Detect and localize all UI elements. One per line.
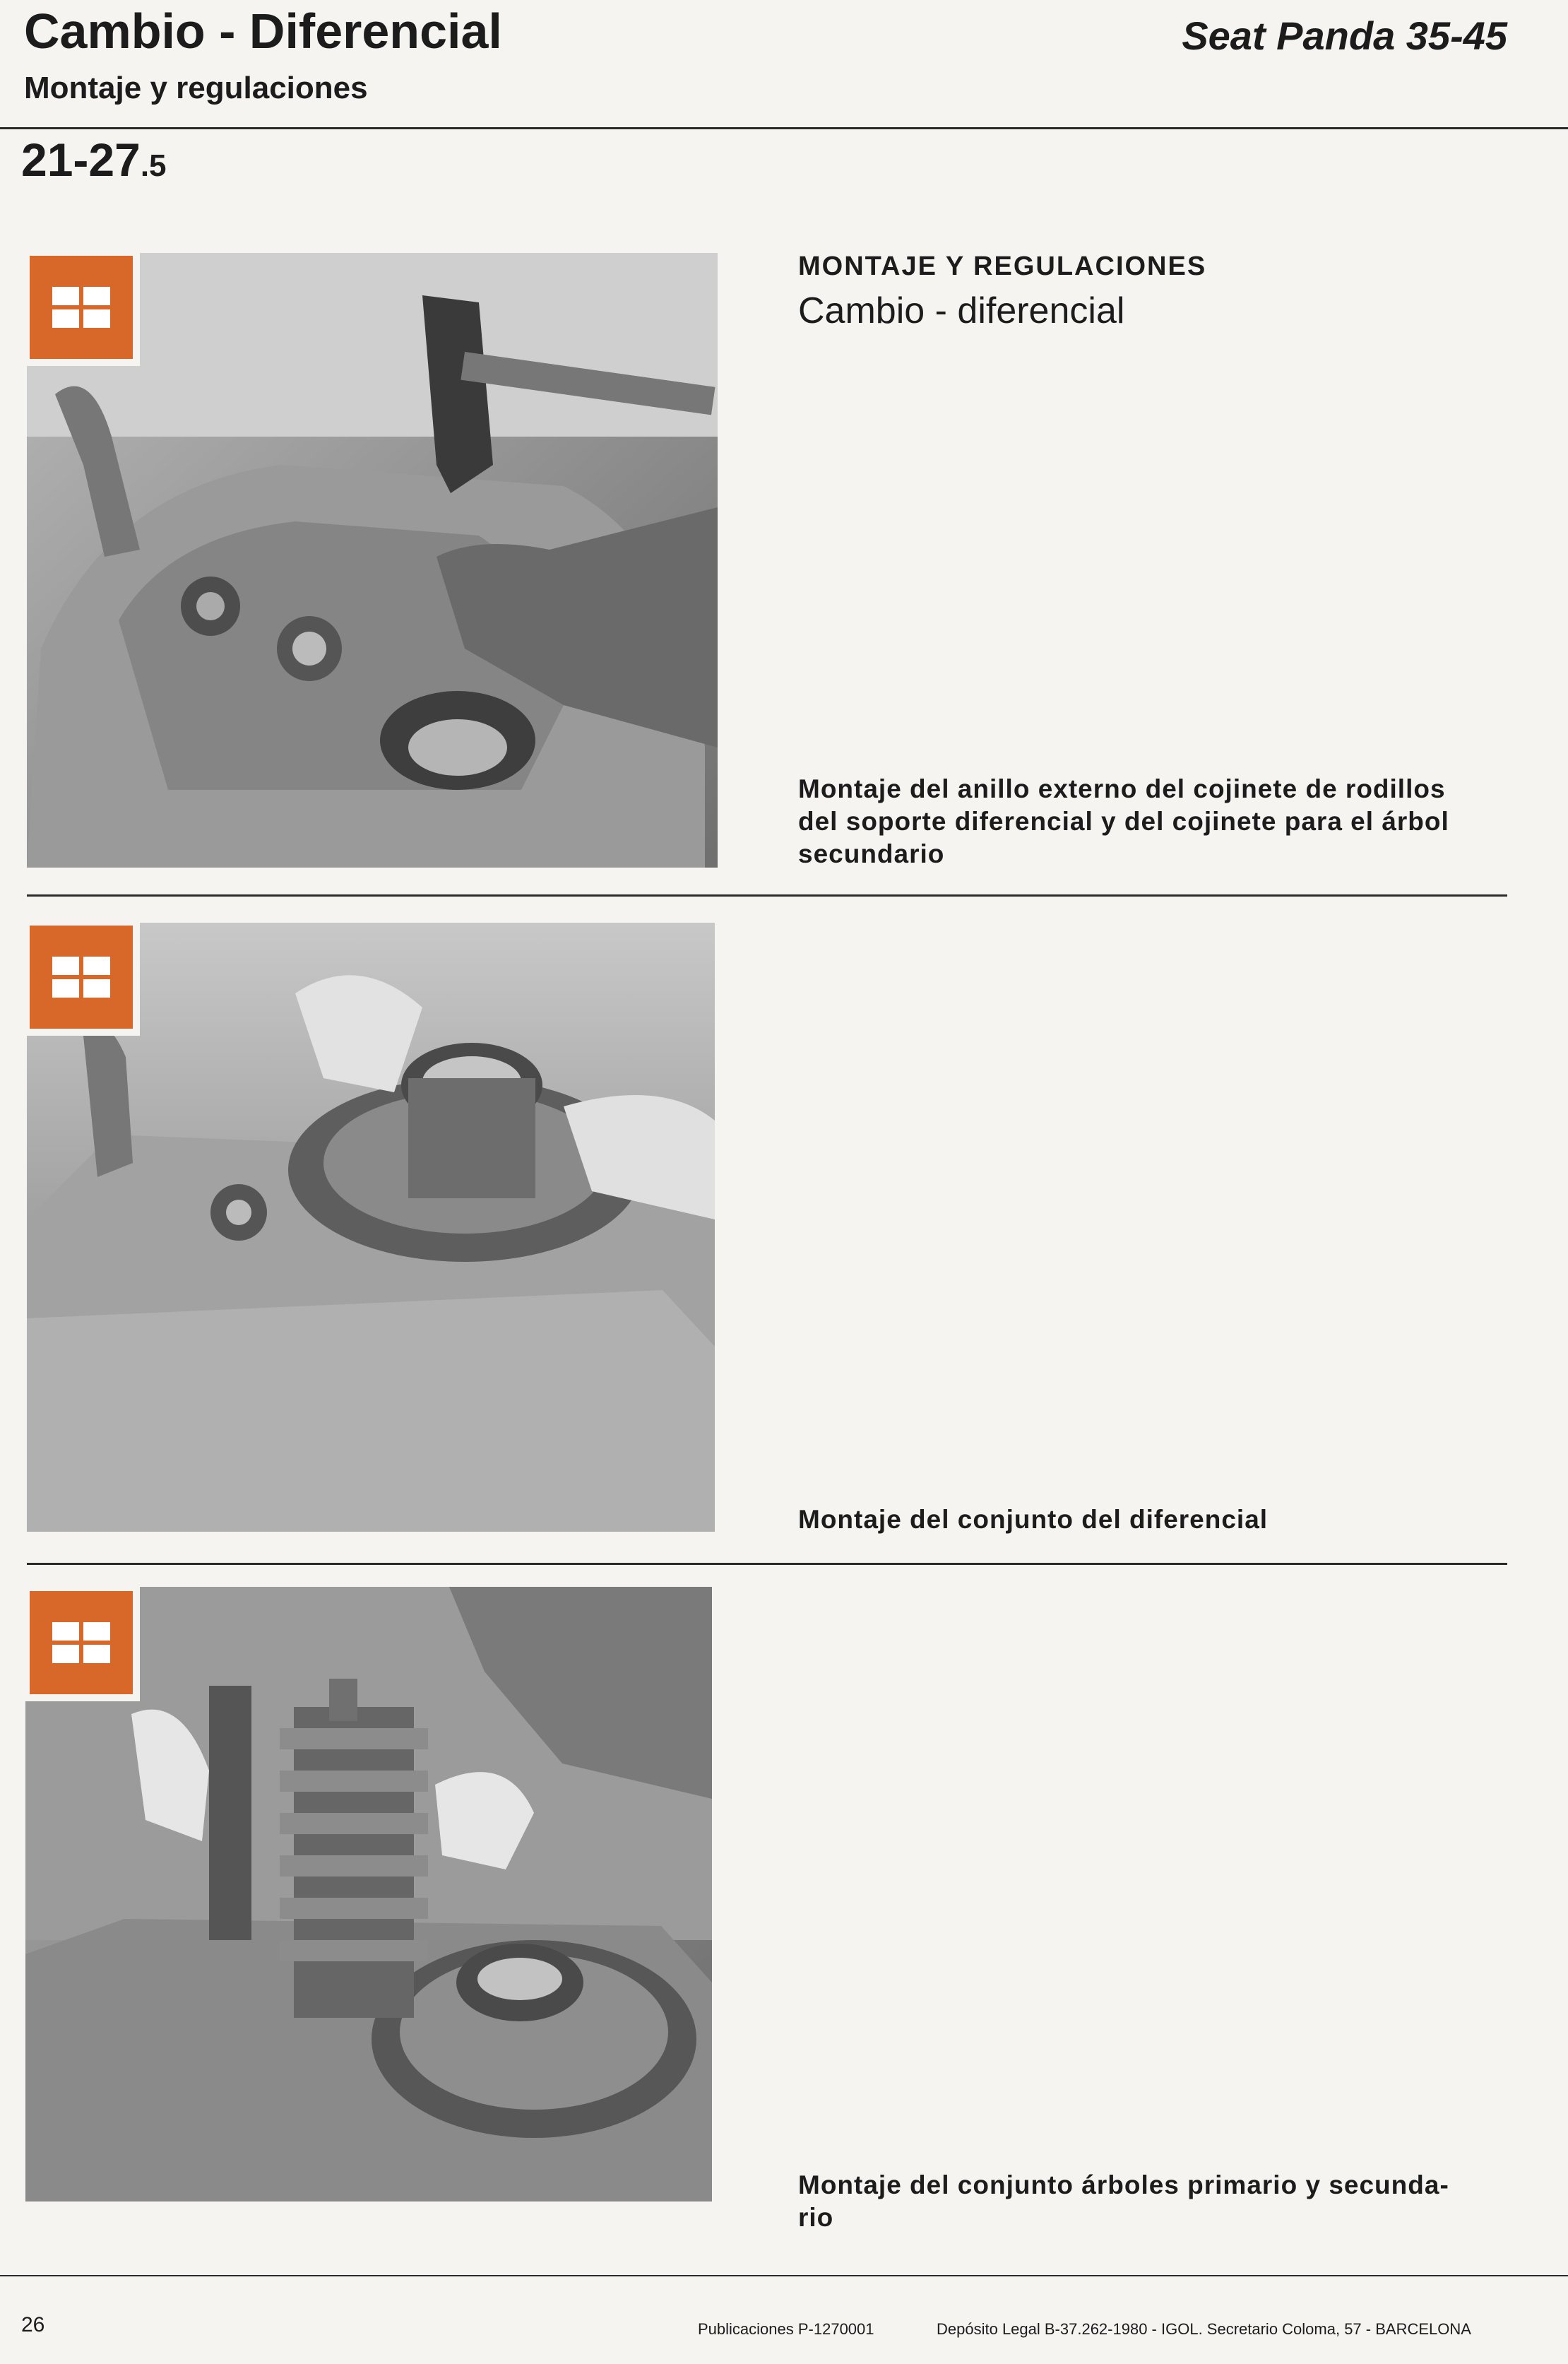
caption-line: del soporte diferencial y del cojinete para el árbol (798, 807, 1449, 836)
step-divider (27, 1563, 1507, 1565)
caption-line: Montaje del conjunto del diferencial (798, 1505, 1269, 1534)
page-number: 26 (21, 2313, 45, 2336)
assembly-icon (30, 256, 133, 359)
section-title: Cambio - diferencial (798, 290, 1125, 331)
legal-deposit: Depósito Legal B-37.262-1980 - IGOL. Secretario Coloma, 57 - BARCELONA (937, 2320, 1471, 2338)
step-3-caption (798, 2169, 1519, 2234)
section-heading: MONTAJE Y REGULACIONES (798, 252, 1207, 281)
step-2-caption (798, 1503, 1519, 1536)
page-code (21, 133, 167, 187)
vehicle-model: Seat Panda 35-45 (1182, 13, 1507, 58)
caption-line: rio (798, 2203, 834, 2232)
caption-line: secundario (798, 839, 945, 868)
caption-line: Montaje del conjunto árboles primario y secunda- (798, 2170, 1449, 2199)
footer-divider (0, 2275, 1568, 2276)
step-1-caption (798, 773, 1519, 870)
page-code-sub: .5 (140, 148, 167, 183)
assembly-icon (30, 1591, 133, 1694)
caption-line: Montaje del anillo externo del cojinete de rodillos (798, 774, 1446, 803)
page-subtitle: Montaje y regulaciones (24, 71, 368, 105)
page-title: Cambio - Diferencial (24, 4, 502, 59)
assembly-icon (30, 926, 133, 1029)
publication-reference: Publicaciones P-1270001 (698, 2320, 874, 2338)
step-divider (27, 894, 1507, 897)
header-divider (0, 127, 1568, 129)
page-code-main: 21-27 (21, 134, 141, 186)
